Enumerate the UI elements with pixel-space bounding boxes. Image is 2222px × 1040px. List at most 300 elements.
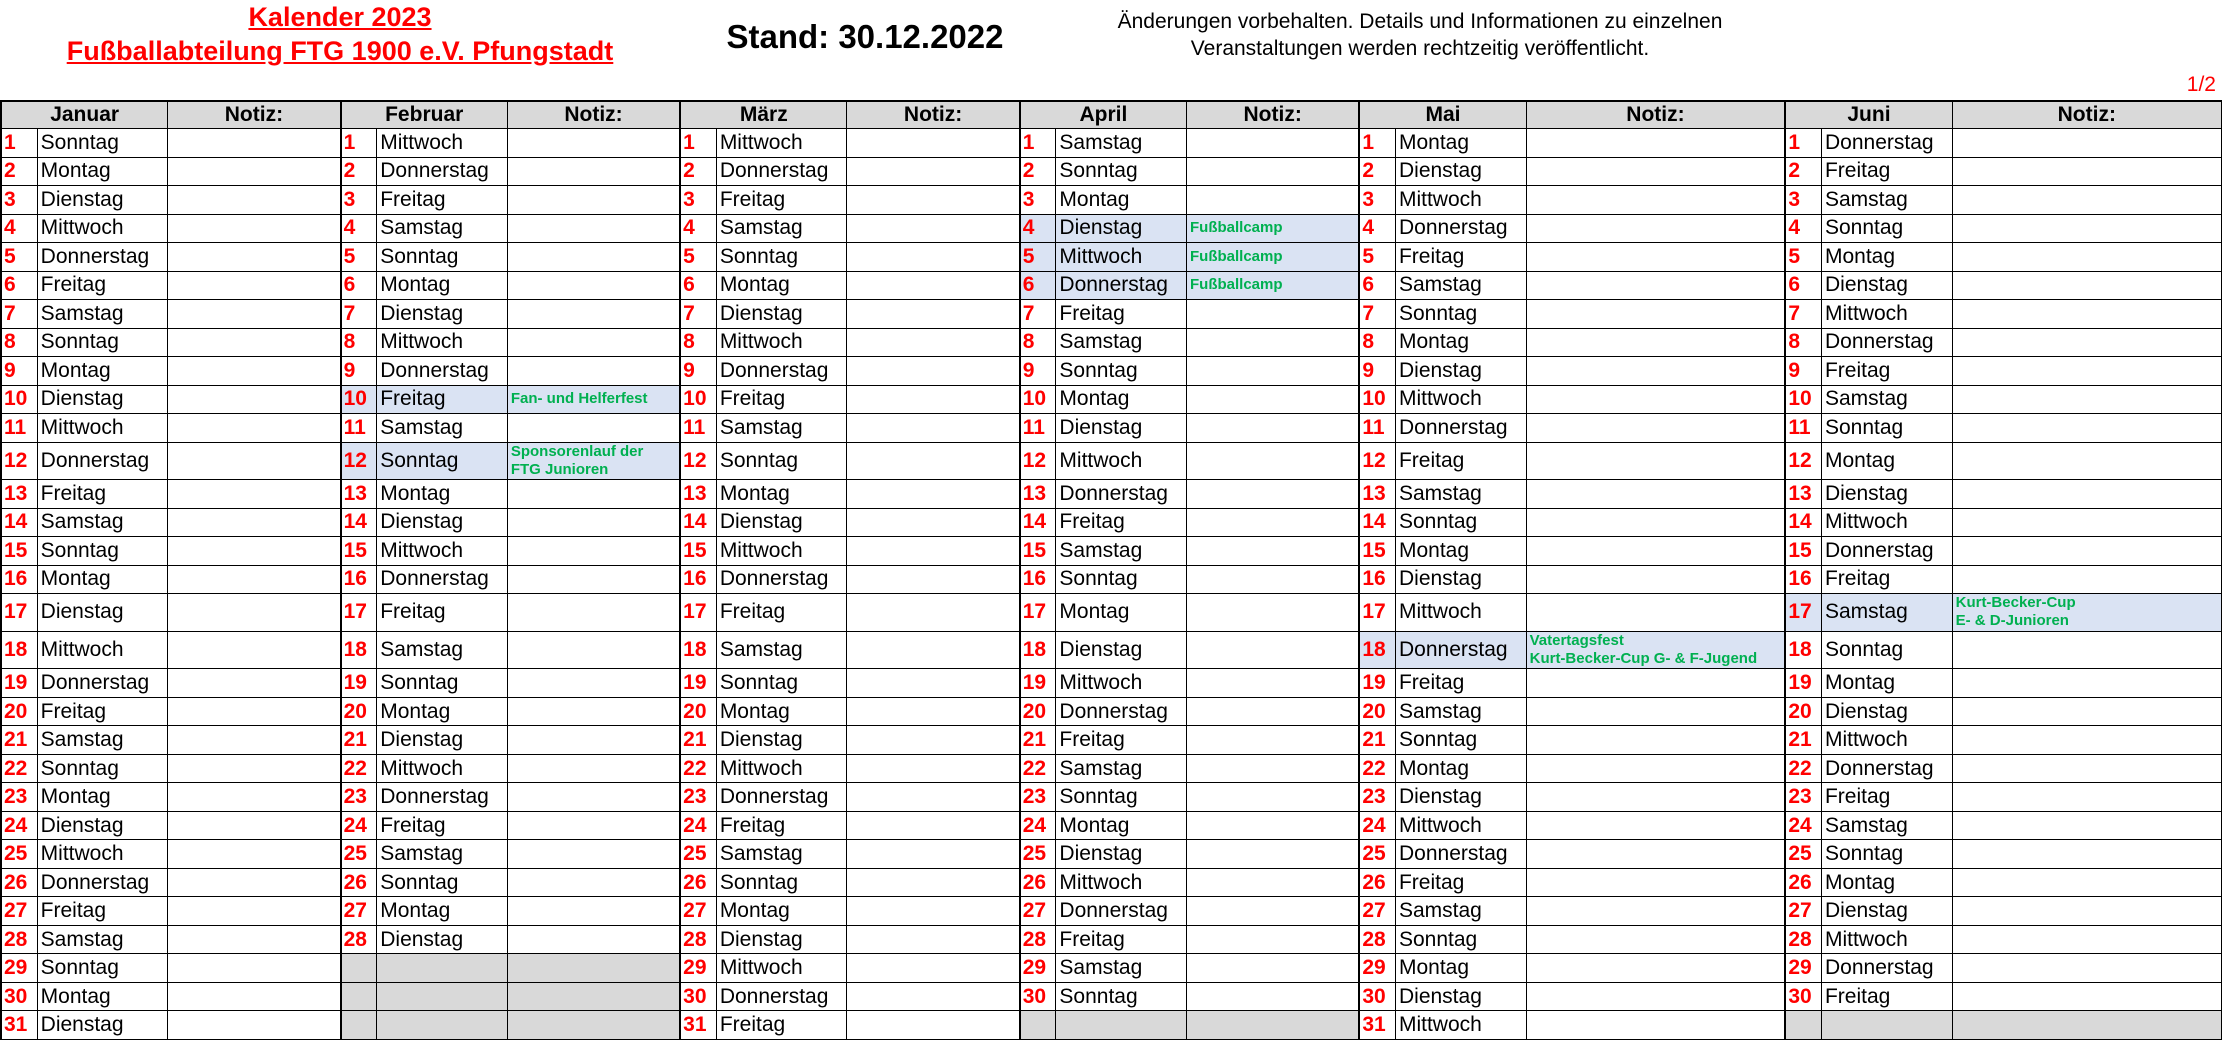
weekday: Samstag [1395, 897, 1526, 926]
day-number: 22 [341, 754, 377, 783]
note-cell: Fußballcamp [1187, 214, 1360, 243]
weekday: Freitag [1395, 442, 1526, 480]
weekday: Donnerstag [37, 442, 168, 480]
weekday: Donnerstag [716, 982, 847, 1011]
day-number: 5 [1785, 243, 1821, 272]
day-number: 7 [1785, 300, 1821, 329]
weekday: Donnerstag [716, 357, 847, 386]
note-cell [1952, 508, 2221, 537]
day-number: 16 [1, 565, 37, 594]
note-cell [1526, 385, 1785, 414]
empty-cell [1785, 1011, 1821, 1040]
day-number: 14 [341, 508, 377, 537]
note-cell [1526, 697, 1785, 726]
weekday: Freitag [1821, 565, 1952, 594]
note-cell [1526, 480, 1785, 509]
note-cell [1187, 726, 1360, 755]
day-number: 1 [680, 129, 716, 158]
calendar-row [1, 357, 2222, 386]
empty-cell [341, 954, 377, 983]
day-number: 7 [341, 300, 377, 329]
day-number: 10 [1020, 385, 1056, 414]
weekday: Sonntag [716, 669, 847, 698]
note-cell [507, 811, 680, 840]
day-number: 12 [1, 442, 37, 480]
note-cell [168, 357, 341, 386]
empty-cell [1821, 1011, 1952, 1040]
day-number: 11 [680, 414, 716, 443]
day-number: 28 [1, 925, 37, 954]
weekday: Samstag [377, 840, 508, 869]
note-cell [507, 414, 680, 443]
note-cell [1952, 357, 2221, 386]
day-number: 29 [1, 954, 37, 983]
weekday: Dienstag [37, 811, 168, 840]
day-number: 5 [341, 243, 377, 272]
weekday: Mittwoch [716, 537, 847, 566]
weekday: Dienstag [1821, 897, 1952, 926]
note-cell [1187, 669, 1360, 698]
weekday: Dienstag [1056, 840, 1187, 869]
day-number: 24 [680, 811, 716, 840]
day-number: 14 [1785, 508, 1821, 537]
calendar-row [1, 537, 2222, 566]
day-number: 28 [680, 925, 716, 954]
note-cell [168, 565, 341, 594]
weekday: Samstag [716, 840, 847, 869]
day-number: 19 [1785, 669, 1821, 698]
weekday: Mittwoch [1056, 868, 1187, 897]
day-number: 13 [1359, 480, 1395, 509]
note-cell [1952, 982, 2221, 1011]
empty-cell [377, 954, 508, 983]
weekday: Mittwoch [716, 954, 847, 983]
note-cell [847, 726, 1020, 755]
note-cell [847, 271, 1020, 300]
note-cell [1952, 186, 2221, 215]
note-cell [1187, 385, 1360, 414]
day-number: 19 [1, 669, 37, 698]
weekday: Samstag [1056, 328, 1187, 357]
note-cell [847, 300, 1020, 329]
weekday: Freitag [377, 186, 508, 215]
calendar-row [1, 669, 2222, 698]
note-cell [1526, 186, 1785, 215]
note-cell [847, 754, 1020, 783]
month-name-header: März [680, 101, 847, 129]
note-cell [847, 414, 1020, 443]
weekday: Sonntag [1395, 300, 1526, 329]
day-number: 20 [1359, 697, 1395, 726]
weekday: Dienstag [716, 300, 847, 329]
day-number: 20 [1785, 697, 1821, 726]
calendar-row [1, 954, 2222, 983]
weekday: Samstag [37, 925, 168, 954]
weekday: Samstag [1056, 129, 1187, 158]
day-number: 6 [680, 271, 716, 300]
note-cell [1526, 897, 1785, 926]
weekday: Samstag [377, 631, 508, 669]
note-cell [168, 783, 341, 812]
weekday: Donnerstag [716, 783, 847, 812]
note-cell [507, 537, 680, 566]
note-cell [168, 537, 341, 566]
weekday: Dienstag [377, 508, 508, 537]
note-cell [1526, 157, 1785, 186]
weekday: Mittwoch [1821, 508, 1952, 537]
day-number: 3 [1785, 186, 1821, 215]
day-number: 22 [1785, 754, 1821, 783]
note-cell [507, 157, 680, 186]
notiz-header: Notiz: [1187, 101, 1360, 129]
notiz-header: Notiz: [1952, 101, 2221, 129]
day-number: 18 [1020, 631, 1056, 669]
day-number: 15 [1359, 537, 1395, 566]
weekday: Montag [37, 982, 168, 1011]
weekday: Freitag [37, 271, 168, 300]
note-cell: Sponsorenlauf der FTG Junioren [507, 442, 680, 480]
note-cell [168, 385, 341, 414]
weekday: Sonntag [716, 243, 847, 272]
weekday: Sonntag [1821, 840, 1952, 869]
weekday: Donnerstag [1395, 631, 1526, 669]
day-number: 2 [1020, 157, 1056, 186]
note-cell [1526, 537, 1785, 566]
weekday: Samstag [1395, 697, 1526, 726]
weekday: Montag [1395, 954, 1526, 983]
weekday: Freitag [37, 897, 168, 926]
note-cell [1952, 243, 2221, 272]
weekday: Donnerstag [377, 157, 508, 186]
weekday: Freitag [716, 1011, 847, 1040]
weekday: Dienstag [716, 508, 847, 537]
day-number: 13 [1020, 480, 1056, 509]
weekday: Freitag [377, 385, 508, 414]
weekday: Donnerstag [1056, 480, 1187, 509]
day-number: 11 [1785, 414, 1821, 443]
weekday: Freitag [1821, 982, 1952, 1011]
day-number: 22 [680, 754, 716, 783]
weekday: Mittwoch [1056, 669, 1187, 698]
note-cell [507, 480, 680, 509]
calendar-title: Kalender 2023 [248, 2, 432, 32]
weekday: Sonntag [1056, 357, 1187, 386]
day-number: 20 [341, 697, 377, 726]
day-number: 7 [1, 300, 37, 329]
weekday: Mittwoch [1056, 442, 1187, 480]
note-cell [1952, 157, 2221, 186]
calendar-row [1, 868, 2222, 897]
month-name-header: Juni [1785, 101, 1952, 129]
note-cell [507, 594, 680, 632]
day-number: 21 [341, 726, 377, 755]
weekday: Donnerstag [1821, 129, 1952, 158]
weekday: Montag [377, 480, 508, 509]
weekday: Mittwoch [1395, 385, 1526, 414]
note-cell [847, 328, 1020, 357]
day-number: 22 [1, 754, 37, 783]
weekday: Samstag [716, 631, 847, 669]
weekday: Dienstag [1056, 214, 1187, 243]
day-number: 8 [1359, 328, 1395, 357]
weekday: Freitag [377, 811, 508, 840]
day-number: 23 [1, 783, 37, 812]
day-number: 18 [1785, 631, 1821, 669]
weekday: Samstag [1056, 954, 1187, 983]
day-number: 16 [341, 565, 377, 594]
day-number: 26 [1, 868, 37, 897]
note-cell [1187, 537, 1360, 566]
weekday: Donnerstag [716, 565, 847, 594]
day-number: 30 [1785, 982, 1821, 1011]
weekday: Donnerstag [377, 565, 508, 594]
day-number: 10 [1, 385, 37, 414]
calendar-row [1, 754, 2222, 783]
note-cell [847, 442, 1020, 480]
day-number: 1 [1, 129, 37, 158]
note-cell [507, 631, 680, 669]
day-number: 12 [1785, 442, 1821, 480]
weekday: Montag [1395, 328, 1526, 357]
day-number: 26 [341, 868, 377, 897]
day-number: 11 [1, 414, 37, 443]
weekday: Montag [1395, 754, 1526, 783]
day-number: 2 [1785, 157, 1821, 186]
weekday: Freitag [1395, 669, 1526, 698]
day-number: 25 [1, 840, 37, 869]
day-number: 14 [1020, 508, 1056, 537]
weekday: Dienstag [1821, 697, 1952, 726]
note-cell [847, 897, 1020, 926]
note-cell [168, 442, 341, 480]
note-cell: Fußballcamp [1187, 243, 1360, 272]
notice-line-2: Veranstaltungen werden rechtzeitig veröffentlicht. [1190, 37, 1650, 60]
day-number: 7 [680, 300, 716, 329]
weekday: Dienstag [1056, 414, 1187, 443]
weekday: Freitag [1821, 357, 1952, 386]
note-cell [847, 537, 1020, 566]
weekday: Montag [1056, 594, 1187, 632]
weekday: Samstag [1821, 594, 1952, 632]
day-number: 16 [1020, 565, 1056, 594]
note-cell [507, 840, 680, 869]
weekday: Montag [1056, 186, 1187, 215]
day-number: 16 [1359, 565, 1395, 594]
calendar-row [1, 300, 2222, 329]
weekday: Sonntag [1395, 925, 1526, 954]
note-cell [507, 783, 680, 812]
note-cell [1952, 480, 2221, 509]
note-cell [1187, 697, 1360, 726]
day-number: 2 [680, 157, 716, 186]
day-number: 18 [341, 631, 377, 669]
note-cell [168, 982, 341, 1011]
day-number: 27 [1785, 897, 1821, 926]
weekday: Samstag [1395, 271, 1526, 300]
note-cell [1526, 243, 1785, 272]
weekday: Freitag [716, 811, 847, 840]
note-cell [847, 697, 1020, 726]
notiz-header: Notiz: [168, 101, 341, 129]
weekday: Sonntag [37, 954, 168, 983]
note-cell [1187, 954, 1360, 983]
weekday: Donnerstag [716, 157, 847, 186]
weekday: Samstag [37, 726, 168, 755]
day-number: 8 [341, 328, 377, 357]
note-cell [168, 186, 341, 215]
empty-cell [341, 982, 377, 1011]
day-number: 5 [680, 243, 716, 272]
day-number: 25 [1020, 840, 1056, 869]
weekday: Samstag [1056, 537, 1187, 566]
day-number: 6 [1, 271, 37, 300]
weekday: Sonntag [1056, 783, 1187, 812]
empty-cell [377, 982, 508, 1011]
day-number: 13 [1785, 480, 1821, 509]
day-number: 14 [680, 508, 716, 537]
day-number: 24 [1020, 811, 1056, 840]
note-cell [168, 840, 341, 869]
day-number: 19 [341, 669, 377, 698]
weekday: Donnerstag [377, 357, 508, 386]
note-cell [1187, 754, 1360, 783]
note-cell [507, 925, 680, 954]
weekday: Dienstag [1395, 357, 1526, 386]
weekday: Freitag [1821, 783, 1952, 812]
note-cell [168, 508, 341, 537]
day-number: 20 [680, 697, 716, 726]
day-number: 15 [1020, 537, 1056, 566]
day-number: 1 [1785, 129, 1821, 158]
weekday: Sonntag [37, 754, 168, 783]
note-cell [1187, 357, 1360, 386]
day-number: 26 [1359, 868, 1395, 897]
note-cell [1526, 783, 1785, 812]
note-cell [168, 868, 341, 897]
calendar-row [1, 982, 2222, 1011]
day-number: 9 [1785, 357, 1821, 386]
note-cell [1526, 357, 1785, 386]
calendar-grid [0, 100, 2222, 1040]
month-name-header: Februar [341, 101, 508, 129]
day-number: 31 [1, 1011, 37, 1040]
day-number: 16 [680, 565, 716, 594]
empty-cell [1020, 1011, 1056, 1040]
note-cell [1952, 442, 2221, 480]
note-cell [507, 214, 680, 243]
day-number: 17 [1785, 594, 1821, 632]
day-number: 25 [1359, 840, 1395, 869]
note-cell [507, 868, 680, 897]
calendar-row [1, 157, 2222, 186]
note-cell [1526, 925, 1785, 954]
page-number: 1/2 [2186, 73, 2216, 96]
day-number: 9 [1, 357, 37, 386]
note-cell [847, 565, 1020, 594]
note-cell [847, 868, 1020, 897]
day-number: 26 [680, 868, 716, 897]
note-cell [168, 243, 341, 272]
note-cell [168, 726, 341, 755]
weekday: Freitag [716, 385, 847, 414]
day-number: 13 [1, 480, 37, 509]
day-number: 3 [1359, 186, 1395, 215]
weekday: Donnerstag [37, 243, 168, 272]
note-cell [168, 811, 341, 840]
weekday: Freitag [1056, 508, 1187, 537]
day-number: 14 [1359, 508, 1395, 537]
note-cell [507, 508, 680, 537]
empty-cell [507, 982, 680, 1011]
weekday: Samstag [716, 214, 847, 243]
note-cell [1952, 129, 2221, 158]
calendar-row [1, 480, 2222, 509]
weekday: Montag [1056, 385, 1187, 414]
note-cell [847, 129, 1020, 158]
day-number: 25 [1785, 840, 1821, 869]
weekday: Donnerstag [1056, 897, 1187, 926]
note-cell [1952, 385, 2221, 414]
calendar-row [1, 508, 2222, 537]
note-cell [847, 982, 1020, 1011]
note-cell [1187, 157, 1360, 186]
weekday: Montag [37, 565, 168, 594]
day-number: 26 [1785, 868, 1821, 897]
month-header-row [1, 101, 2222, 129]
day-number: 21 [680, 726, 716, 755]
day-number: 19 [680, 669, 716, 698]
weekday: Sonntag [716, 868, 847, 897]
day-number: 22 [1020, 754, 1056, 783]
weekday: Montag [1056, 811, 1187, 840]
note-cell [1187, 480, 1360, 509]
day-number: 11 [1359, 414, 1395, 443]
day-number: 19 [1020, 669, 1056, 698]
weekday: Montag [37, 783, 168, 812]
weekday: Mittwoch [1056, 243, 1187, 272]
weekday: Mittwoch [716, 328, 847, 357]
note-cell [507, 271, 680, 300]
note-cell [168, 157, 341, 186]
weekday: Freitag [377, 594, 508, 632]
day-number: 3 [341, 186, 377, 215]
weekday: Mittwoch [716, 754, 847, 783]
day-number: 20 [1020, 697, 1056, 726]
calendar-row [1, 565, 2222, 594]
note-cell [168, 631, 341, 669]
weekday: Donnerstag [1395, 214, 1526, 243]
day-number: 30 [1359, 982, 1395, 1011]
weekday: Donnerstag [1056, 697, 1187, 726]
calendar-row [1, 243, 2222, 272]
day-number: 23 [1785, 783, 1821, 812]
day-number: 17 [1, 594, 37, 632]
weekday: Samstag [37, 300, 168, 329]
note-cell [168, 328, 341, 357]
note-cell [507, 697, 680, 726]
note-cell [1187, 565, 1360, 594]
day-number: 6 [1785, 271, 1821, 300]
weekday: Mittwoch [37, 214, 168, 243]
day-number: 21 [1359, 726, 1395, 755]
day-number: 2 [1, 157, 37, 186]
day-number: 26 [1020, 868, 1056, 897]
note-cell [1187, 328, 1360, 357]
weekday: Freitag [1395, 243, 1526, 272]
weekday: Sonntag [377, 669, 508, 698]
weekday: Montag [716, 271, 847, 300]
weekday: Sonntag [1056, 157, 1187, 186]
